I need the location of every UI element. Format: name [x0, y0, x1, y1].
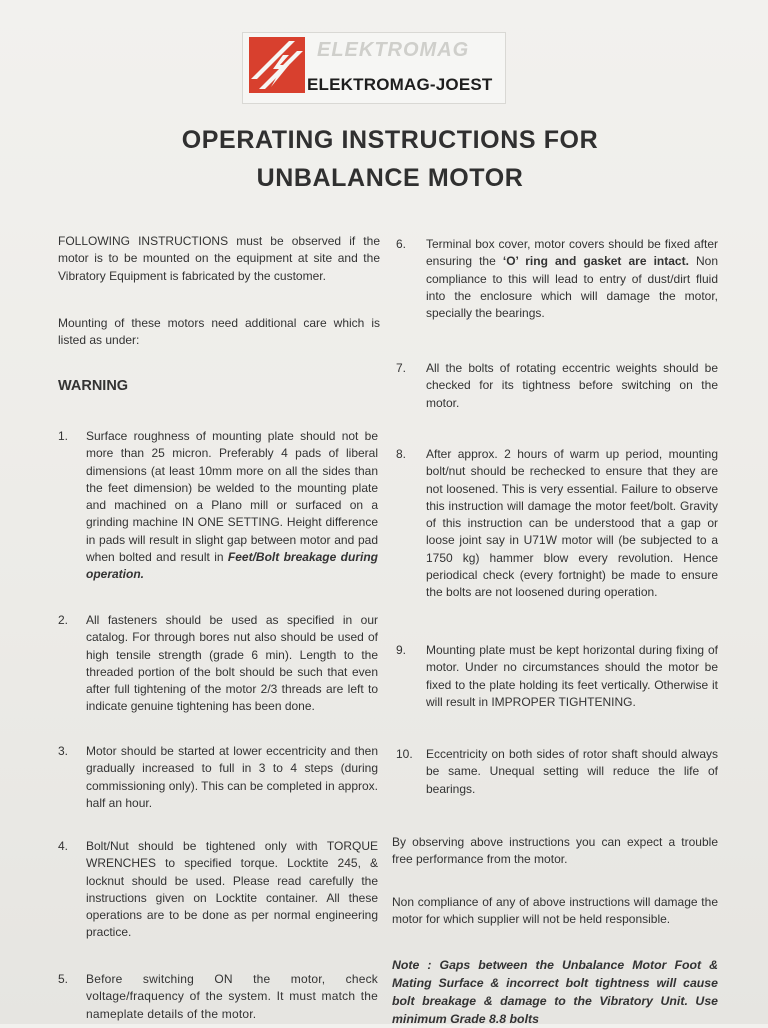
- item-text: Surface roughness of mounting plate should not be more than 25 micron. Preferably 4 pads of liberal dimensions (at least 10mm more on all the sides than the feet dimension) be welded to the mounting plate and machined on a Plano mill or surfaced on a grinding machine IN ONE SETTING. Height difference in pads will result in slight gap between motor and pad when bolted and result in Feet/Bolt breakage during operation.: [86, 429, 378, 582]
- disclaimer-paragraph: Non compliance of any of above instructions will damage the motor for which supplier will not be held responsible.: [392, 895, 718, 927]
- warning-heading: WARNING: [58, 378, 129, 394]
- item-text: Eccentricity on both sides of rotor shaft should always be same. Unequal setting will reduce the life of bearings.: [426, 747, 718, 796]
- intro-paragraph: FOLLOWING INSTRUCTIONS must be observed if the motor is to be mounted on the equipment at site and the Vibratory Equipment is fabricated by the customer.: [58, 234, 380, 283]
- page-title-line1: OPERATING INSTRUCTIONS FOR: [181, 126, 599, 154]
- intro-paragraph-2: Mounting of these motors need additional care which is listed as under:: [58, 316, 380, 348]
- item-text: After approx. 2 hours of warm up period, mounting bolt/nut should be rechecked to ensure that they are not loosened. This is very essential. Failure to observe this instruction will damage the motor feet/bolt. Gravity of this instruction can be understood that a gap or loose joint say in U71W motor will (be subjected to a 1750 kg) hammer blow every revolution. Hence periodical check (every fortnight) be made to ensure the bolts are not loosened during operation.: [426, 447, 718, 600]
- item-number: 2.: [58, 613, 69, 627]
- item-text: Terminal box cover, motor covers should be fixed after ensuring the ‘O’ ring and gasket are intact. Non compliance to this will lead to entry of dust/dirt fluid into the enclosure which will damage the motor, specially the bearings.: [426, 237, 718, 321]
- item-number: 9.: [396, 643, 407, 657]
- page-title-line2: UNBALANCE MOTOR: [256, 164, 524, 192]
- item-number: 5.: [58, 972, 69, 986]
- item-number: 8.: [396, 447, 407, 461]
- item-number: 6.: [396, 237, 407, 251]
- item-text: All the bolts of rotating eccentric weights should be checked for its tightness before switching on the motor.: [426, 361, 718, 410]
- item-text: Motor should be started at lower eccentricity and then gradually increased to full in 3 to 4 steps (during commissioning only). This can be completed in approx. half an hour.: [86, 744, 378, 810]
- item-emphasis: Feet/Bolt breakage during operation.: [86, 550, 378, 582]
- item-number: 7.: [396, 361, 407, 375]
- item-emphasis: ‘O’ ring and gasket are intact.: [502, 254, 689, 269]
- item-text: Bolt/Nut should be tightened only with TORQUE WRENCHES to specified torque. Locktite 245, & locknut should be used. Please read carefully the instructions given on Locktite container. All these operations are to be done as per normal engineering practice.: [86, 839, 378, 940]
- brand-watermark-text: ELEKTROMAG: [317, 39, 470, 61]
- item-number: 4.: [58, 839, 69, 853]
- item-text: All fasteners should be used as specified in our catalog. For through bores nut also should be used of high tensile strength (grade 6 min). Length to the threaded portion of the bolt should be such that even after full tightening of the motor 2/3 threads are left to indicate genuine tightening has been done.: [86, 613, 378, 714]
- item-number: 3.: [58, 744, 69, 758]
- item-text: Before switching ON the motor, check voltage/fraquency of the system. It must match the nameplate details of the motor.: [86, 972, 378, 1021]
- brand-name: ELEKTROMAG-JOEST: [307, 75, 493, 94]
- item-text: Mounting plate must be kept horizontal during fixing of motor. Under no circumstances should the motor be fixed to the plate holding its feet vertically. Otherwise it will result in IMPROPER TIGHTENING.: [426, 643, 718, 709]
- note-paragraph: Note : Gaps between the Unbalance Motor Foot & Mating Surface & incorrect bolt tightness will cause bolt breakage & damage to the Vibratory Unit. Use minimum Grade 8.8 bolts: [392, 958, 718, 1026]
- brand-logo: [242, 32, 506, 104]
- item-number: 10.: [396, 747, 413, 761]
- lightning-logo-icon: [249, 37, 305, 93]
- closing-paragraph: By observing above instructions you can expect a trouble free performance from the motor.: [392, 835, 718, 867]
- item-number: 1.: [58, 429, 69, 443]
